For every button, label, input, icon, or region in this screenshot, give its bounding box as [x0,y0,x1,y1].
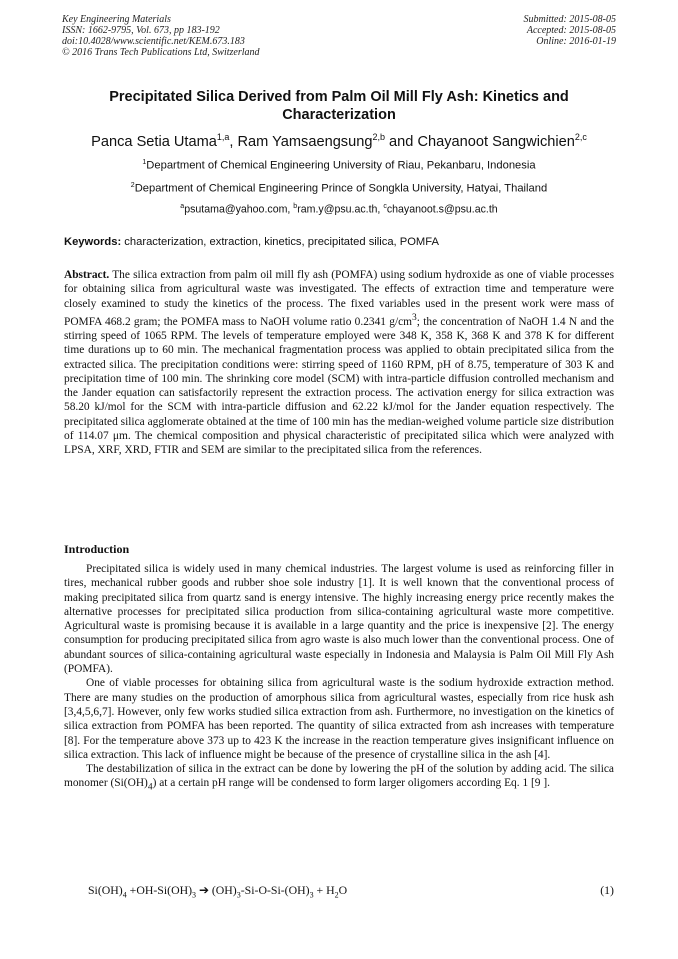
author-separator: , [229,133,238,150]
equation-1 [88,883,614,902]
formula-part: +OH-Si(OH) [126,883,193,897]
affiliation-text: Department of Chemical Engineering Prince of Songkla University, Hatyai, Thailand [134,182,548,195]
email-mark: c [383,203,387,210]
author-affil-mark: 1,a [216,132,230,142]
formula-subscript: 2 [334,890,339,900]
author-affil-mark: 2,c [574,132,587,142]
affiliation-mark: 2 [130,182,135,189]
journal-info [62,14,260,58]
paragraph-text: ) at a certain pH range will be condensed to form larger oligomers according Eq. 1 [9 ]. [152,777,550,790]
journal-copyright: © 2016 Trans Tech Publications Ltd, Switzerland [62,47,260,58]
formula-subscript: 3 [309,890,314,900]
author-name: Ram Yamsaengsung [237,133,373,150]
submitted-date: Submitted: 2015-08-05 [523,14,616,25]
formula-part: -Si-O-Si-(OH) [240,883,310,897]
keywords-text: characterization, extraction, kinetics, precipitated silica, POMFA [121,236,439,248]
online-date: Online: 2016-01-19 [536,36,616,47]
affiliation-mark: 1 [142,159,147,166]
email-address: psutama@yahoo.com, [184,203,294,216]
equation-formula [88,883,348,900]
paper-title: Precipitated Silica Derived from Palm Oil Mill Fly Ash: Kinetics and Characterization [109,89,569,123]
equation-number: (1) [600,883,614,897]
affiliation [40,179,638,196]
author-emails [40,200,638,217]
email-mark: b [293,203,298,210]
author-list [40,128,638,151]
email-address: chayanoot.s@psu.ac.th [386,203,498,216]
affiliation [40,156,638,173]
journal-issn: ISSN: 1662-9795, Vol. 673, pp 183-192 [62,25,220,36]
formula-subscript: 3 [236,890,241,900]
affiliation-text: Department of Chemical Engineering University of Riau, Pekanbaru, Indonesia [146,159,536,172]
accepted-date: Accepted: 2015-08-05 [526,25,616,36]
keywords-line [64,235,439,249]
journal-name: Key Engineering Materials [62,14,171,25]
formula-part: O [338,883,348,897]
subscript: 4 [147,782,153,793]
abstract-text: ; the concentration of NaOH 1.4 N and the stirring speed of 1065 RPM. The levels of temperature employed were 348 K, 358 K, 368 K and 378 K for different time durations up to 60 min. The mechanical fragmentation process was applied to obtain precipitated silica from the extracted silica. The precipitation conditions were: stirring speed of 1160 RPM, pH of 8.75, temperature of 303 K and precipitation time of 100 min. The shrinking core model (SCM) with intra-particle diffusion controlled mechanism and the Jander equation can satisfactorily represent the extraction process. The activation energy for silica extraction was 58.20 kJ/mol for the SCM with intra-particle diffusion and 62.22 kJ/mol for the Jander equation respectively. The precipitated silica agglomerate obtained at the time of 100 min has the median-weighed volume particle size distribution of 114.07 μm. The chemical composition and physical characteristic of precipitated silica which were analyzed with LPSA, XRF, XRD, FTIR and SEM are similar to the precipitated silica from the references. [64,315,614,457]
arrow-icon: ➔ [196,883,212,897]
abstract-superscript: 3 [412,312,417,323]
paragraph: Precipitated silica is widely used in many chemical industries. The largest volume is used as reinforcing filler in tires, mechanical rubber goods and rubber shoe sole industry [1]. It is well known that the conventional process of making precipitated silica from quartz sand is energy intensive. The highly increasing energy price recently makes the alternative processes for precipitated silica production from silica-containing agricultural waste more competitive. Agricultural waste is promising because it is available in a large quantity and the price is inexpensive [2]. The energy consumption for producing precipitated silica from agro waste is also much lower than the conventional process. One of abundant sources of silica-containing agricultural waste especially in Indonesia and Malaysia is Palm Oil Mill Fly Ash (POMFA). [64,563,614,676]
section-heading-introduction: Introduction [64,542,130,556]
email-address: ram.y@psu.ac.th, [297,203,384,216]
abstract-label: Abstract. [64,269,110,281]
paragraph: One of viable processes for obtaining silica from agricultural waste is the sodium hydroxide extraction method. There are many studies on the production of amorphous silica from agricultural wastes, especially from rice husk ash [3,4,5,6,7]. However, only few works studied silica extraction from ash. Furthermore, no investigation on the kinetics of silica extraction from POMFA has been reported. The quantity of silica extracted from ash increases with temperature [8]. For the temperature above 373 up to 423 K the increase in the reaction temperature gives insignificant influence on silica extraction. This lack of influence might be because of the presence of crystalline silica in the ash [4]. [64,677,614,761]
formula-part: Si(OH) [88,883,123,897]
author-affil-mark: 2,b [372,132,385,142]
keywords-label: Keywords: [64,236,122,248]
formula-part: (OH) [211,883,237,897]
author-name: Chayanoot Sangwichien [417,133,575,150]
introduction-body [64,562,614,795]
abstract-paragraph [64,268,614,458]
author-separator: and [384,133,418,150]
journal-doi: doi:10.4028/www.scientific.net/KEM.673.183 [62,36,245,47]
submission-dates [524,14,617,47]
author-name: Panca Setia Utama [91,133,217,150]
paragraph [64,762,614,795]
paragraph-text: The destabilization of silica in the extract can be done by lowering the pH of the solution by adding acid. The silica monomer (Si(OH) [64,763,614,790]
email-mark: a [180,203,185,210]
formula-subscript: 4 [122,890,127,900]
formula-subscript: 3 [192,890,197,900]
formula-part: + H [313,883,335,897]
abstract-text: The silica extraction from palm oil mill fly ash (POMFA) using sodium hydroxide as one of viable processes for obtaining silica from agricultural waste was investigated. The effects of extraction time and temperature were closely examined to study the kinetics of the process. The fixed variables used in the present work were mass of POMFA 468.2 gram; the POMFA mass to NaOH volume ratio 0.2341 g/cm [64,269,614,328]
